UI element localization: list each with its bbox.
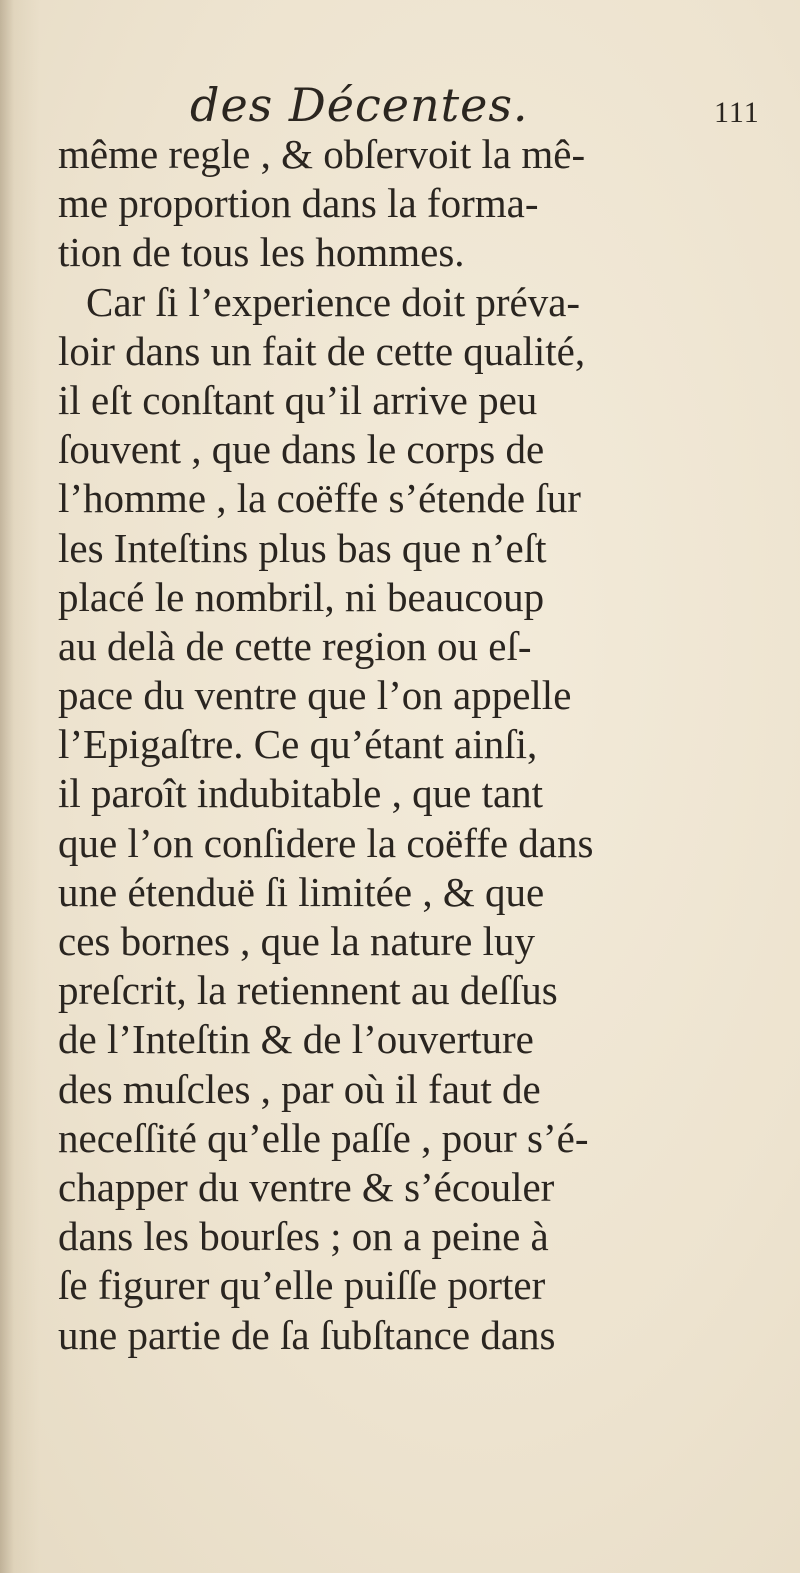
text-line: me proportion dans la forma- — [58, 180, 539, 227]
text-line: preſcrit, la retiennent au deſſus — [58, 967, 558, 1014]
running-title: des Décentes. — [190, 78, 529, 132]
text-line: neceſſité qu’elle paſſe , pour s’é- — [58, 1114, 589, 1161]
text-line: que l’on conſidere la coëffe dans — [58, 819, 594, 866]
text-line: placé le nombril, ni beaucoup — [58, 573, 545, 620]
text-line: loir dans un fait de cette qualité, — [58, 327, 586, 374]
text-line: une étenduë ſi limitée , & que — [58, 868, 545, 915]
paragraph-first-line: Car ſi l’experience doit préva- — [86, 278, 581, 325]
text-line: ces bornes , que la nature luy — [58, 918, 536, 964]
text-line: l’Epigaſtre. Ce qu’étant ainſi, — [58, 721, 538, 768]
body-text — [58, 130, 758, 1360]
text-line: de l’Inteſtin & de l’ouverture — [58, 1016, 534, 1063]
text-line: les Inteſtins plus bas que n’eſt — [58, 524, 547, 571]
text-line: des muſcles , par où il faut de — [58, 1065, 541, 1112]
page-header — [0, 78, 800, 138]
text-line: l’homme , la coëffe s’étende ſur — [58, 475, 581, 522]
text-line: au delà de cette region ou eſ- — [58, 622, 532, 669]
text-line: même regle , & obſervoit la mê- — [58, 131, 586, 177]
text-line: une partie de ſa ſubſtance dans — [58, 1311, 556, 1358]
text-line: il eſt conſtant qu’il arrive peu — [58, 376, 538, 423]
text-line: il paroît indubitable , que tant — [58, 770, 544, 817]
text-line: tion de tous les hommes. — [58, 229, 465, 276]
text-line: dans les bourſes ; on a peine à — [58, 1213, 549, 1260]
text-line: ſe figurer qu’elle puiſſe porter — [58, 1262, 546, 1309]
text-line: chapper du ventre & s’écouler — [58, 1163, 555, 1210]
text-line: ſouvent , que dans le corps de — [58, 426, 545, 473]
page-number: 111 — [714, 96, 760, 129]
text-line: pace du ventre que l’on appelle — [58, 672, 572, 719]
